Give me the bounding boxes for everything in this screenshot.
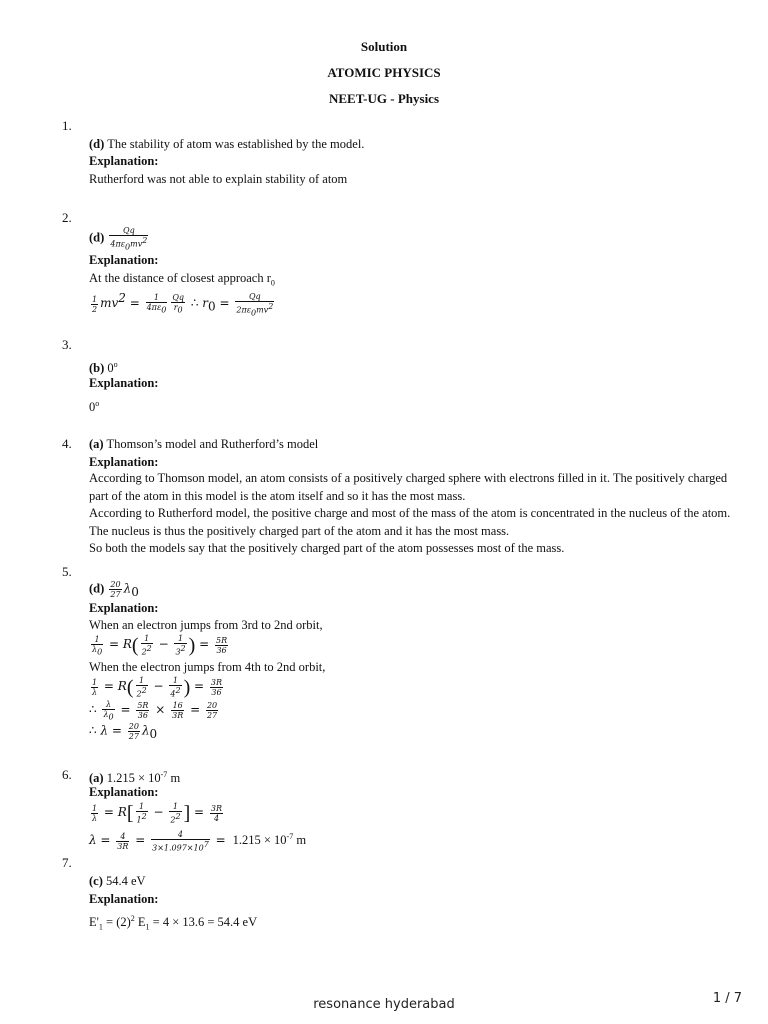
question-number-1: 1. [62,118,72,133]
explanation-text-5a: When an electron jumps from 3rd to 2nd orbit, [89,618,323,632]
option-3: (b) [89,361,105,376]
explanation-text-1: Rutherford was not able to explain stability of atom [89,172,348,186]
result-6: 1.215 × 10 [232,833,287,848]
explanation-text-3: 0$^o$ [89,399,100,415]
equation-6a: $\frac{1}{\lambda}$ = R[ $\frac{1}{1^2}$ − $\frac{1}{2^2}$ ] = $\frac{3R}{4}$ [92,802,223,825]
explanation-paragraph-4a: According to Thomson model, an atom consists of a positively charged sphere with electrons filled in it. The positively charged part of the atom in this model is the atom itself and so it has the most mass. [89,471,728,503]
answer-3: (b) 0$^o$ [89,360,118,376]
explanation-label-7: Explanation: [89,892,159,906]
explanation-text-5b: When the electron jumps from 4th to 2nd orbit, [89,660,326,674]
explanation-text-7: $E'_1 = (2)^2$ $E_1 = 4 \times 13.6 = 54.4$ eV [89,914,258,932]
equation-6b: λ = $\frac{4}{3R}$ = $\frac{4}{3\times 1.097\times 10^7}$ = $1.215 \times 10^{-7}$ m [89,829,307,853]
option-6: (a) [89,771,104,786]
answer-6: (a) $1.215 \times 10^{-7}$ m [89,770,181,786]
explanation-label-3: Explanation: [89,376,159,390]
explanation-label-6: Explanation: [89,785,159,799]
option-4: (a) [89,437,104,451]
question-number-5: 5. [62,564,72,579]
option-7: (c) [89,874,103,888]
explanation-paragraph-4b: According to Rutherford model, the positive charge and most of the mass of the atom is concentrated in the nucleus of the atom. The nucleus is thus the positively charged part of the atom and it has the most mass. [89,506,731,538]
explanation-label-1: Explanation: [89,154,159,168]
equation-5d: ∴ λ = $\frac{20}{27}$ $\lambda_0$ [89,722,158,741]
footer-label: resonance hyderabad [313,997,455,1012]
question-number-2: 2. [62,210,72,225]
option-2: (d) [89,230,105,245]
answer-formula-2: $\frac{Qq}{4\pi\varepsilon_0mv^2}$ [110,226,148,252]
explanation-label-2: Explanation: [89,253,159,267]
answer-7: (c) 54.4 eV [89,874,146,888]
equation-5a: $\frac{1}{\lambda_0}$ = R( $\frac{1}{2^2}$ − $\frac{1}{3^2}$ ) = $\frac{5R}{36}$ [92,634,228,657]
answer-4: (a) Thomson’s model and Rutherford’s model [89,437,319,451]
explanation-label-5: Explanation: [89,601,159,615]
option-5: (d) [89,581,105,596]
solution-title: Solution [360,39,408,54]
page-number: 1 / 7 [712,991,742,1006]
equation-5b: $\frac{1}{\lambda}$ = R( $\frac{1}{2^2}$ − $\frac{1}{4^2}$ ) = $\frac{3R}{36}$ [92,676,223,699]
option-1: (d) [89,137,105,151]
equation-2: $\frac{1}{2}$ $mv^2$ = $\frac{1}{4\pi\varepsilon_0}$ $\frac{Qq}{r_0}$ ∴ $r_0$ = $\frac{Qq}{2\pi\varepsilon_0mv^2}$ [92,291,274,317]
chapter-title: ATOMIC PHYSICS [327,65,441,80]
explanation-text-2: At the distance of closest approach $r_0$ [89,271,275,288]
question-number-4: 4. [62,436,72,451]
answer-text-1: The stability of atom was established by the model. [107,137,365,151]
explanation-label-4: Explanation: [89,455,159,469]
answer-1 [89,136,364,152]
equation-5c: ∴ $\frac{\lambda}{\lambda_0}$ = $\frac{5R}{36}$ × $\frac{16}{3R}$ = $\frac{20}{27}$ [89,700,218,722]
question-number-3: 3. [62,337,72,352]
exam-title: NEET-UG - Physics [328,91,440,106]
question-number-6: 6. [62,767,72,782]
question-number-7: 7. [62,855,72,870]
answer-5: (d) $\frac{20}{27}$ $\lambda_0$ [89,580,139,599]
explanation-paragraph-4c: So both the models say that the positively charged part of the atom possesses most of the mass. [89,541,565,555]
answer-2 [89,226,150,251]
